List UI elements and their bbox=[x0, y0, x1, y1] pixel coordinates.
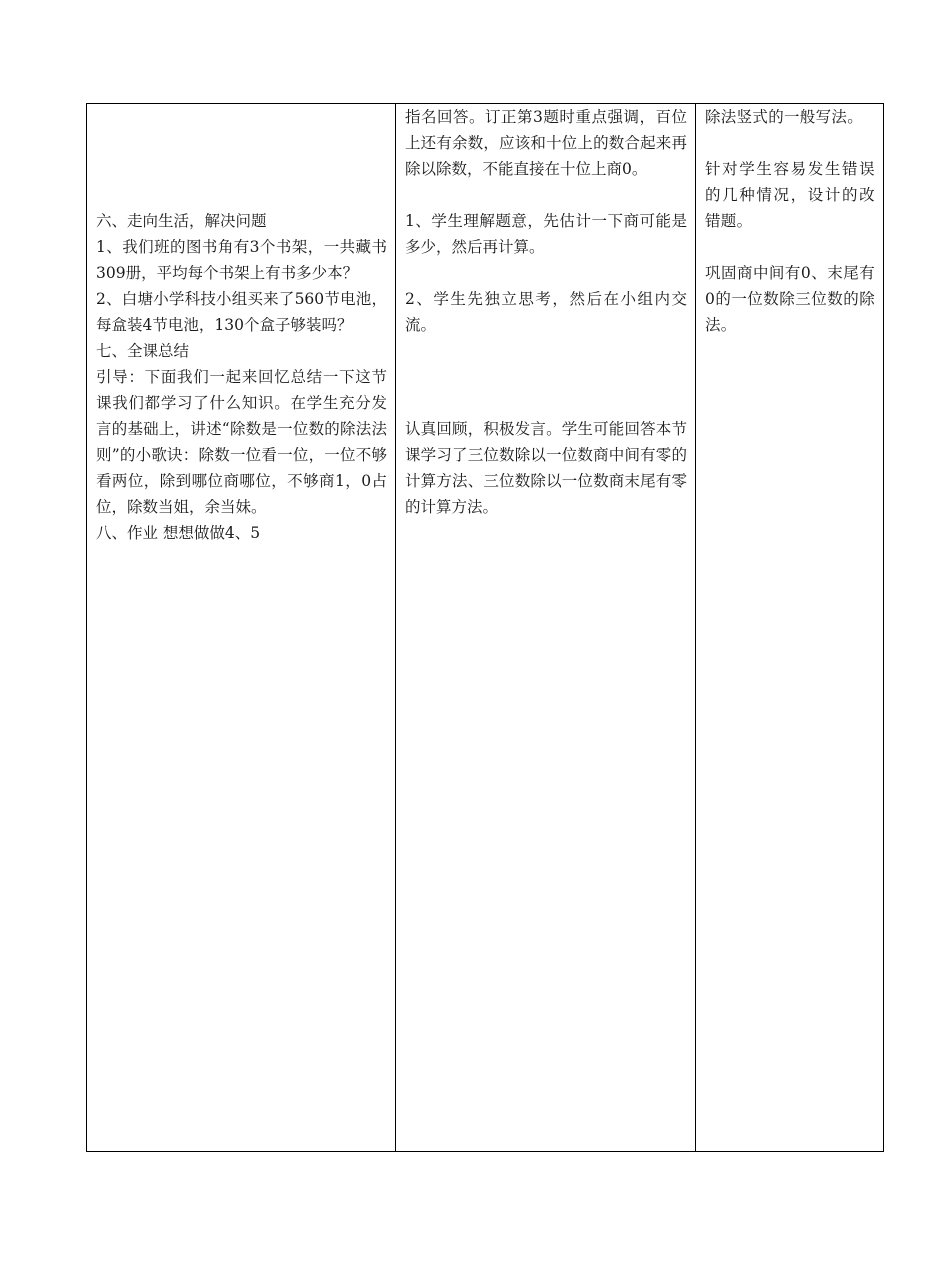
homework-text: 八、作业 想想做做4、5 bbox=[96, 524, 261, 542]
spacer bbox=[405, 182, 687, 208]
correction-note-text: 指名回答。订正第3题时重点强调，百位上还有余数，应该和十位上的数合起来再除以除数，不能直接在十位上商0。 bbox=[405, 108, 687, 178]
student-activity-cell bbox=[396, 104, 696, 1152]
summary-guidance-text: 引导：下面我们一起来回忆总结一下这节课我们都学习了什么知识。在学生充分发言的基础上，讲述“除数是一位数的除法法则”的小歌诀：除数一位看一位，一位不够看两位，除到哪位商哪位，不够商1，0占位，除数当姐，余当妹。 bbox=[96, 368, 387, 516]
table-row bbox=[87, 104, 884, 1152]
problem-two-text: 2、白塘小学科技小组买来了560节电池，每盒装4节电池，130个盒子够装吗？ bbox=[96, 290, 387, 334]
activity-two-text: 2、学生先独立思考，然后在小组内交流。 bbox=[405, 290, 687, 334]
activity-one-text: 1、学生理解题意，先估计一下商可能是多少，然后再计算。 bbox=[405, 212, 687, 256]
teaching-process-cell bbox=[87, 104, 396, 1152]
review-response-text: 认真回顾，积极发言。学生可能回答本节课学习了三位数除以一位数商中间有零的计算方法、三位数除以一位数商末尾有零的计算方法。 bbox=[405, 420, 687, 516]
spacer bbox=[405, 260, 687, 286]
section-six-heading: 六、走向生活，解决问题 bbox=[96, 212, 267, 230]
intent-two-text: 针对学生容易发生错误的几种情况，设计的改错题。 bbox=[705, 160, 875, 230]
problem-one-text: 1、我们班的图书角有3个书架，一共藏书309册，平均每个书架上有书多少本？ bbox=[96, 238, 387, 282]
design-intent-cell bbox=[696, 104, 884, 1152]
intent-one-text: 除法竖式的一般写法。 bbox=[705, 108, 864, 126]
spacer bbox=[705, 130, 875, 156]
spacer bbox=[405, 338, 687, 416]
section-seven-heading: 七、全课总结 bbox=[96, 342, 190, 360]
intent-three-text: 巩固商中间有0、末尾有0的一位数除三位数的除法。 bbox=[705, 264, 875, 334]
spacer bbox=[705, 234, 875, 260]
lesson-plan-table bbox=[86, 103, 884, 1152]
